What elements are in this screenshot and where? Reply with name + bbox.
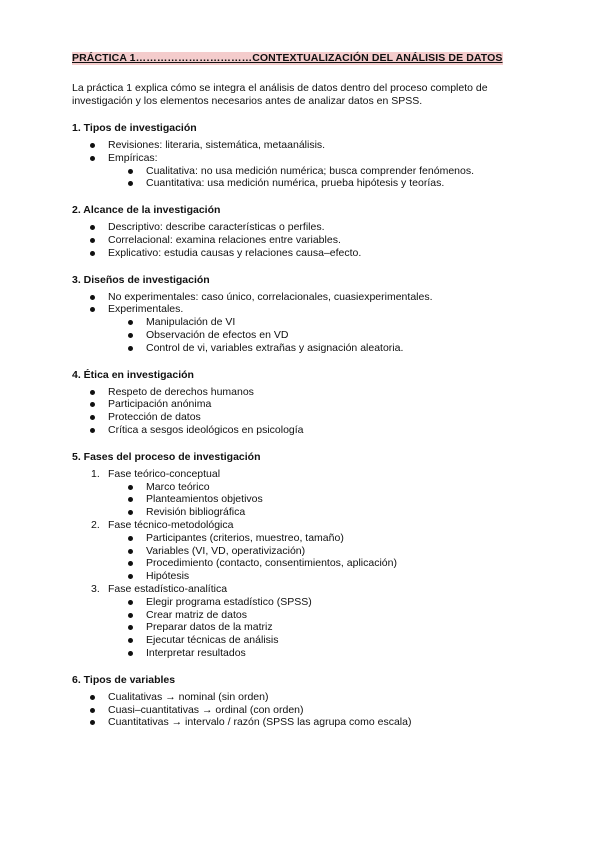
sub-bullet-list — [108, 532, 528, 583]
sub-list-item: Participantes (criterios, muestreo, tamaño) — [146, 532, 528, 545]
list-item-text: Explicativo: estudia causas y relaciones causa–efecto. — [108, 246, 362, 259]
list-item — [108, 247, 528, 260]
list-item — [108, 716, 528, 729]
sub-list-item: Manipulación de VI — [146, 316, 528, 329]
list-item — [108, 704, 528, 717]
sub-list-item: Control de vi, variables extrañas y asignación aleatoria. — [146, 342, 528, 355]
section-heading: 4. Ética en investigación — [72, 368, 194, 381]
list-item-text: Fase estadístico-analítica — [108, 582, 228, 595]
sub-list-item: Marco teórico — [146, 481, 528, 494]
list-item — [108, 519, 528, 583]
list-item — [108, 398, 528, 411]
list-item — [108, 234, 528, 247]
numbered-list — [72, 468, 528, 660]
sections-container — [72, 122, 528, 729]
sub-bullet-list — [108, 165, 528, 191]
list-item — [108, 583, 528, 660]
intro-paragraph: La práctica 1 explica cómo se integra el análisis de datos dentro del proceso completo de investigación y los elementos necesarios antes de analizar datos en SPSS. — [72, 82, 488, 107]
section-heading: 5. Fases del proceso de investigación — [72, 450, 261, 463]
bullet-list — [72, 386, 528, 437]
list-item — [108, 386, 528, 399]
section-heading: 6. Tipos de variables — [72, 673, 176, 686]
list-item — [108, 424, 528, 437]
sub-bullet-list — [108, 596, 528, 660]
bullet-list — [72, 221, 528, 259]
list-item-text: Fase técnico-metodológica — [108, 518, 234, 531]
list-item-text: Cualitativas → nominal (sin orden) — [108, 690, 269, 703]
sub-list-item: Preparar datos de la matriz — [146, 621, 528, 634]
sub-list-item: Observación de efectos en VD — [146, 329, 528, 342]
list-item — [108, 303, 528, 354]
sub-list-item: Crear matriz de datos — [146, 609, 528, 622]
sub-bullet-list — [108, 481, 528, 519]
list-item-text: Participación anónima — [108, 398, 212, 411]
section-heading: 2. Alcance de la investigación — [72, 204, 221, 217]
section-heading: 3. Diseños de investigación — [72, 273, 210, 286]
sub-list-item: Hipótesis — [146, 570, 528, 583]
section-heading: 1. Tipos de investigación — [72, 122, 197, 134]
sub-list-item: Revisión bibliográfica — [146, 506, 528, 519]
list-item — [108, 691, 528, 704]
sub-list-item: Variables (VI, VD, operativización) — [146, 545, 528, 558]
bullet-list — [72, 291, 528, 355]
list-item — [108, 221, 528, 234]
sub-list-item: Planteamientos objetivos — [146, 493, 528, 506]
list-item — [108, 139, 528, 152]
sub-list-item: Elegir programa estadístico (SPSS) — [146, 596, 528, 609]
list-item — [108, 468, 528, 519]
document-title: PRÁCTICA 1……………………………CONTEXTUALIZACIÓN DEL ANÁLISIS DE DATOS — [72, 52, 503, 64]
sub-list-item: Ejecutar técnicas de análisis — [146, 634, 528, 647]
list-item-text: Revisiones: literaria, sistemática, metaanálisis. — [108, 139, 326, 151]
sub-bullet-list — [108, 316, 528, 354]
list-item — [108, 152, 528, 190]
list-item-text: Cuantitativas → intervalo / razón (SPSS las agrupa como escala) — [108, 716, 412, 729]
list-item-text: Descriptivo: describe características o perfiles. — [108, 221, 325, 234]
sub-list-item: Interpretar resultados — [146, 647, 528, 660]
list-item-text: Cuasi–cuantitativas → ordinal (con orden) — [108, 703, 304, 716]
list-item-text: Respeto de derechos humanos — [108, 385, 254, 398]
sub-list-item: Cuantitativa: usa medición numérica, prueba hipótesis y teorías. — [146, 177, 528, 190]
list-item-text: No experimentales: caso único, correlacionales, cuasiexperimentales. — [108, 290, 433, 303]
list-item-text: Crítica a sesgos ideológicos en psicología — [108, 423, 304, 436]
list-item-text: Fase teórico-conceptual — [108, 467, 221, 480]
bullet-list — [72, 139, 528, 190]
list-item-text: Protección de datos — [108, 411, 201, 424]
bullet-list — [72, 691, 528, 729]
sub-list-item: Procedimiento (contacto, consentimientos, aplicación) — [146, 557, 528, 570]
sub-list-item: Cualitativa: no usa medición numérica; busca comprender fenómenos. — [146, 165, 528, 178]
list-item — [108, 411, 528, 424]
list-item-text: Correlacional: examina relaciones entre variables. — [108, 233, 341, 246]
list-item — [108, 291, 528, 304]
list-item-text: Experimentales. — [108, 303, 184, 316]
list-item-text: Empíricas: — [108, 151, 158, 164]
